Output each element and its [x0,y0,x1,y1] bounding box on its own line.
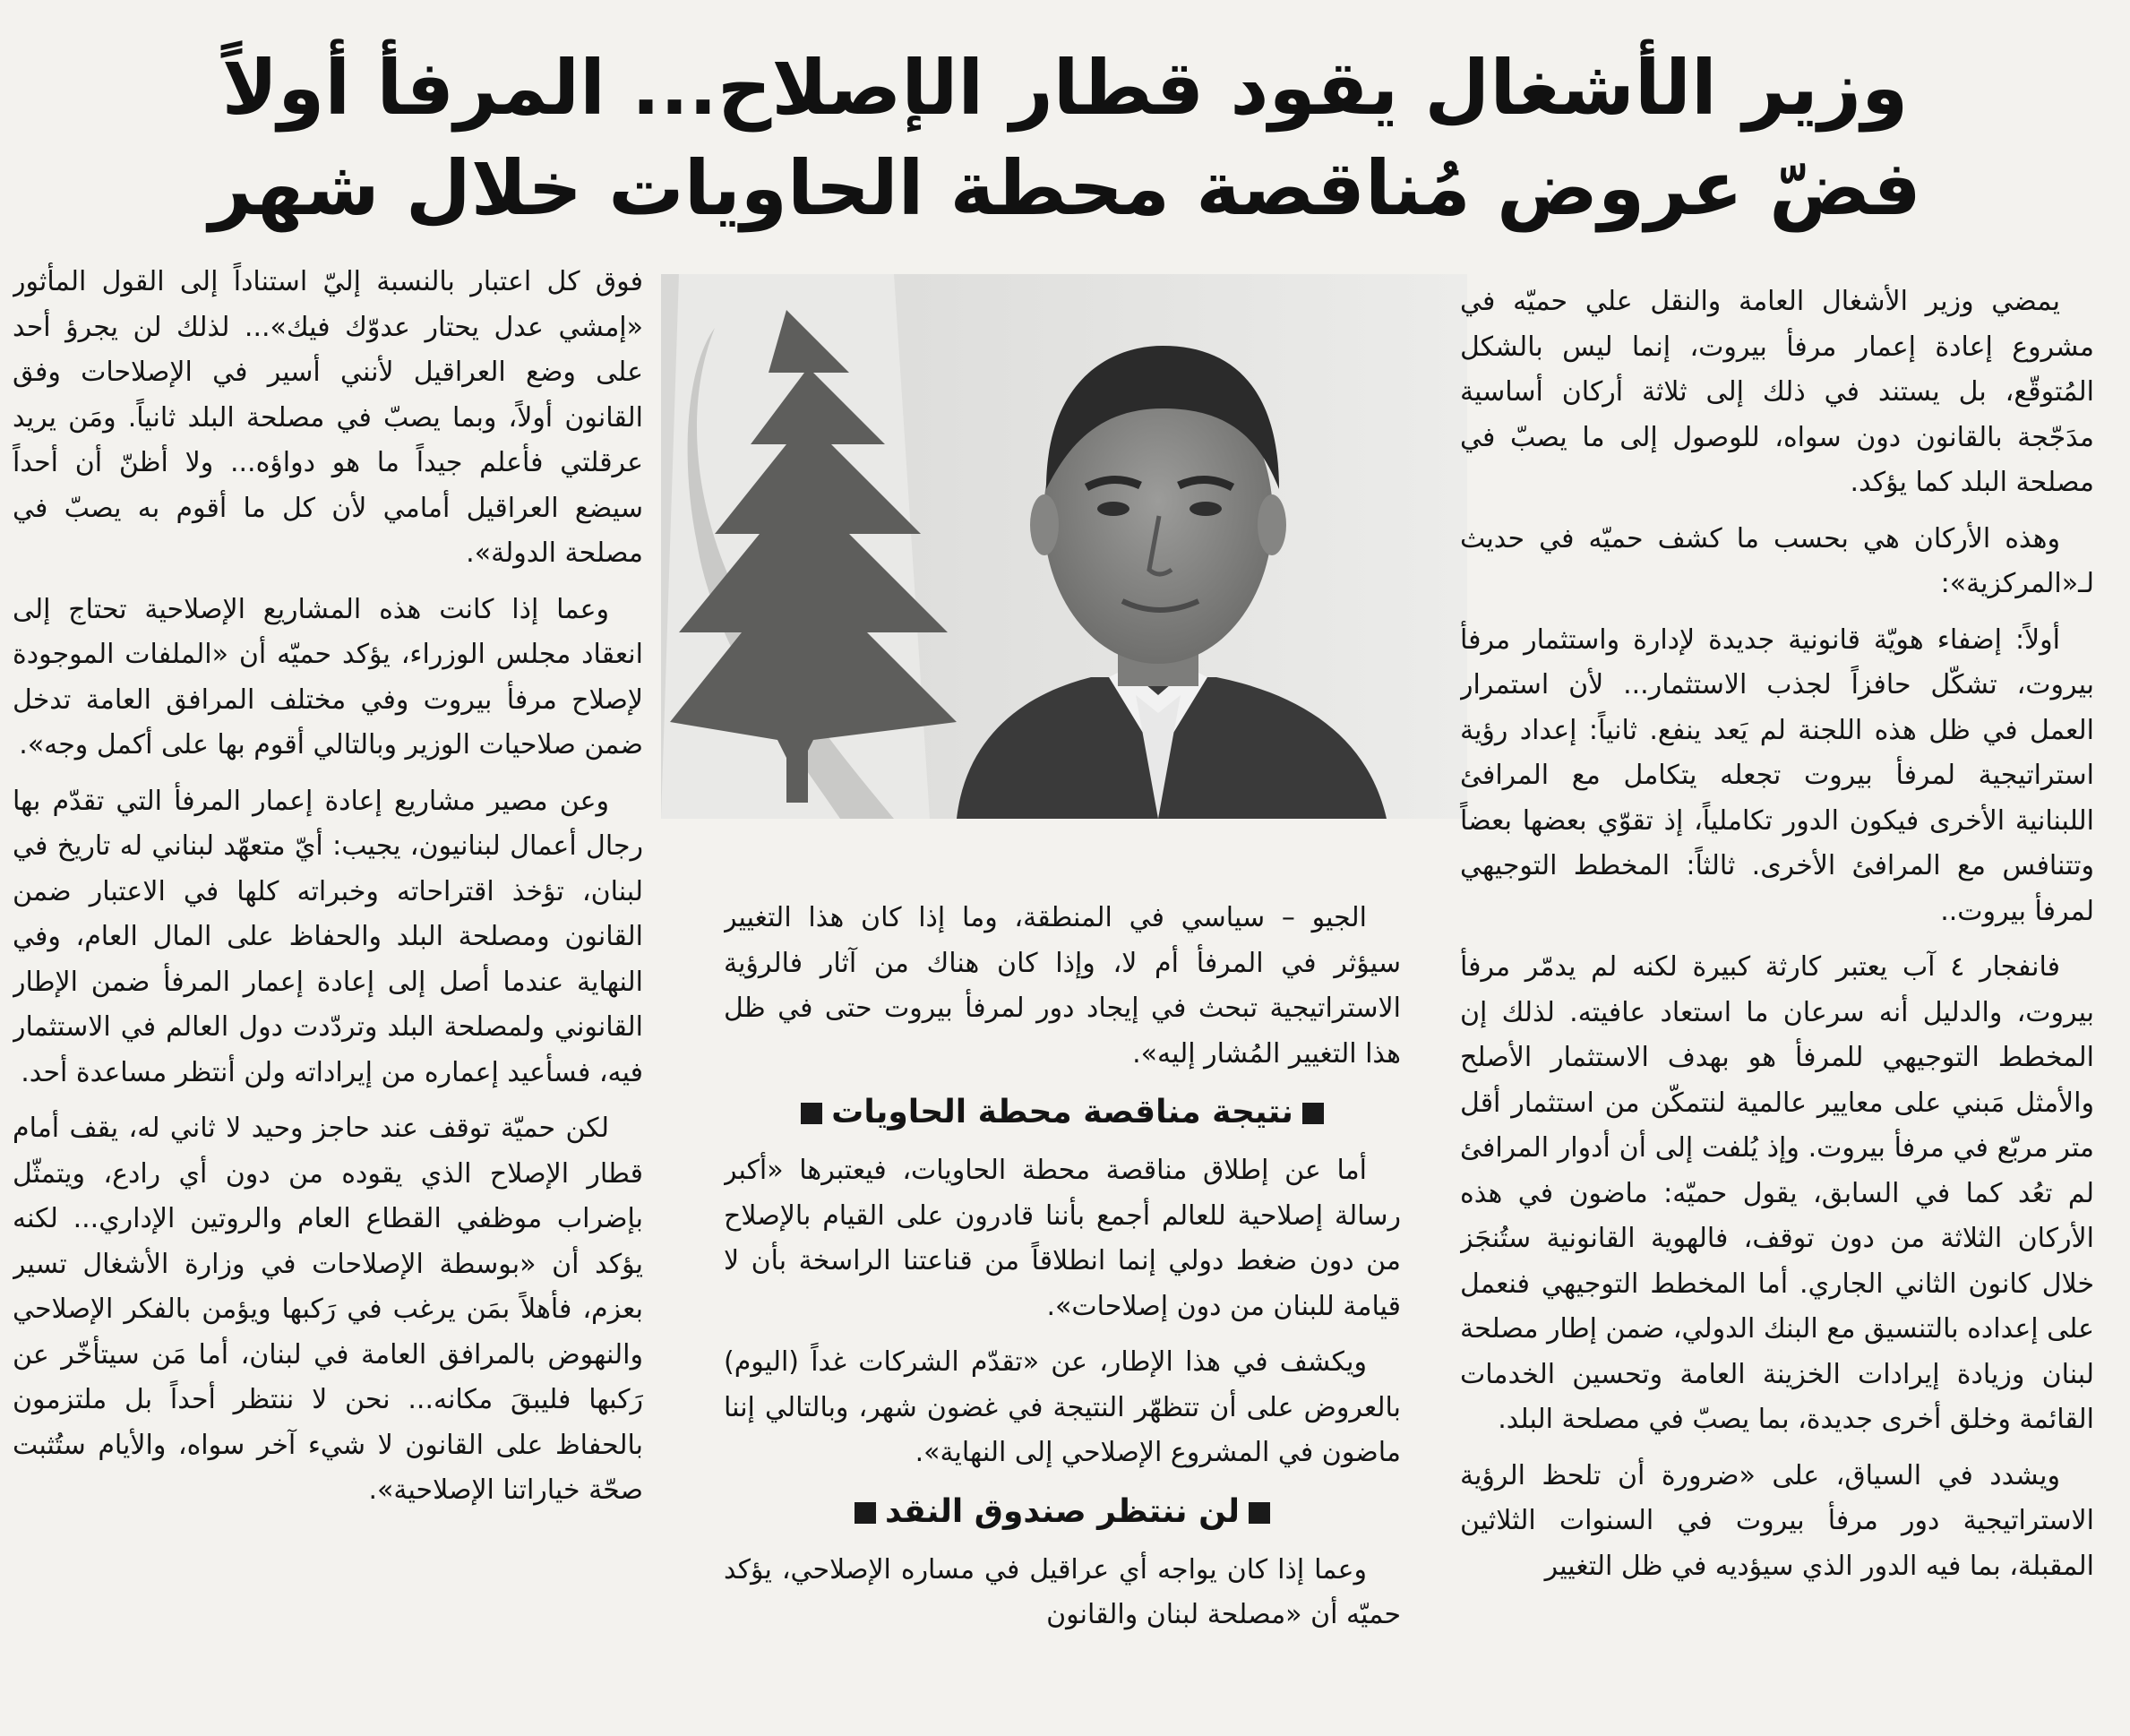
subheading-text: لن ننتظر صندوق النقد [885,1492,1240,1530]
minister-portrait-image [661,274,1467,819]
article-column-left [13,260,643,1729]
square-bullet-icon [1249,1502,1270,1524]
paragraph: لكن حميّة توقف عند حاجز وحيد لا ثاني له، يقف أمام قطار الإصلاح الذي يقوده من دون أي رادع، ويتمثّل بإضراب موظفي القطاع العام والروتين الإداري... لكنه يؤكد أن «بوسطة الإصلاحات في وزارة الأشغال تسير بعزم، فأهلاً بمَن يرغب في رَكبها ويؤمن بالفكر الإصلاحي والنهوض بالمرافق العامة في لبنان، أما مَن سيتأخّر عن رَكبها فليبقَ مكانه... نحن لا ننتظر أحداً بل ملتزمون بالحفاظ على القانون لا شيء آخر سواه، والأيام ستُثبت صحّة خياراتنا الإصلاحية». [13,1113,643,1506]
paragraph: وهذه الأركان هي بحسب ما كشف حميّه في حديث لـ«المركزية»: [1460,522,2094,599]
article-column-middle [724,896,1401,1729]
subheading [724,1087,1401,1138]
headline-line-1: وزير الأشغال يقود قطار الإصلاح... المرفأ أولاً [221,44,1909,132]
article-photo [661,274,1467,819]
paragraph: يمضي وزير الأشغال العامة والنقل علي حميّه في مشروع إعادة إعمار مرفأ بيروت، إنما ليس بالشكل المُتوقّع، بل يستند في ذلك إلى ثلاثة أركان أساسية مدَجّجة بالقانون دون سواه، للوصول إلى ما يصبّ في مصلحة البلد كما يؤكد. [1460,286,2094,498]
paragraph: وعما إذا كان يواجه أي عراقيل في مساره الإصلاحي، يؤكد حميّه أن «مصلحة لبنان والقانون [724,1553,1401,1630]
article-column-right [1460,279,2094,1731]
paragraph: فانفجار ٤ آب يعتبر كارثة كبيرة لكنه لم يدمّر مرفأ بيروت، والدليل أنه سرعان ما استعاد عافيته. لذلك إن المخطط التوجيهي للمرفأ هو بهدف الاستثمار الأصلح والأمثل مَبني على معايير عالمية لنتمكّن من استثمار أقل متر مربّع في مرفأ بيروت. وإذ يُلفت إلى أن أدوار المرافئ لم تعُد كما في السابق، يقول حميّه: ماضون في هذه الأركان الثلاثة من دون توقف، فالهوية القانونية ستُنجَز خلال كانون الثاني الجاري. أما المخطط التوجيهي فنعمل على إعداده بالتنسيق مع البنك الدولي، ضمن إطار مصلحة لبنان وزيادة إيرادات الخزينة العامة وتحسين الخدمات القائمة وخلق أخرى جديدة، بما يصبّ في مصلحة البلد. [1460,951,2094,1435]
paragraph: وعن مصير مشاريع إعادة إعمار المرفأ التي تقدّم بها رجال أعمال لبنانيون، يجيب: أيّ متعهّد لبناني له تاريخ في لبنان، تؤخذ اقتراحاته وخبراته كلها في الاعتبار ضمن القانون ومصلحة البلد والحفاظ على المال العام، وفي النهاية عندما أصل إلى إعادة إعمار المرفأ ضمن الإطار القانوني ولمصلحة البلد وتردّدت دول العالم في الاستثمار فيه، فسأعيد إعماره من إيراداته ولن أنتظر مساعدة أحد. [13,785,643,1088]
paragraph: ويكشف في هذا الإطار، عن «تقدّم الشركات غداً (اليوم) بالعروض على أن تتظهّر النتيجة في غضون شهر، وبالتالي إننا ماضون في المشروع الإصلاحي إلى النهاية». [724,1346,1401,1468]
paragraph: وعما إذا كانت هذه المشاريع الإصلاحية تحتاج إلى انعقاد مجلس الوزراء، يؤكد حميّه أن «الملفات الموجودة لإصلاح مرفأ بيروت وفي مختلف المرافق العامة تدخل ضمن صلاحيات الوزير وبالتالي أقوم بها على أكمل وجه». [13,593,643,761]
paragraph: أما عن إطلاق مناقصة محطة الحاويات، فيعتبرها «أكبر رسالة إصلاحية للعالم أجمع بأننا قادرون على القيام بالإصلاح من دون ضغط دولي إنما انطلاقاً من قناعتنا الراسخة بأن لا قيامة للبنان من دون إصلاحات». [724,1155,1401,1322]
square-bullet-icon [801,1103,822,1124]
headline-line-2: فضّ عروض مُناقصة محطة الحاويات خلال شهر [209,144,1921,232]
square-bullet-icon [855,1502,876,1524]
paragraph: الجيو – سياسي في المنطقة، وما إذا كان هذا التغيير سيؤثر في المرفأ أم لا، وإذا كان هناك من آثار فالرؤية الاستراتيجية تبحث في إيجاد دور لمرفأ بيروت حتى في ظل هذا التغيير المُشار إليه». [724,902,1401,1070]
subheading-text: نتيجة مناقصة محطة الحاويات [831,1094,1293,1130]
square-bullet-icon [1302,1103,1324,1124]
subheading [724,1487,1401,1537]
paragraph: ويشدد في السياق، على «ضرورة أن تلحظ الرؤية الاستراتيجية دور مرفأ بيروت في السنوات الثلاثين المقبلة، بما فيه الدور الذي سيؤديه في ظل التغيير [1460,1459,2094,1582]
paragraph: أولاً: إضفاء هويّة قانونية جديدة لإدارة واستثمار مرفأ بيروت، تشكّل حافزاً لجذب الاستثمار... لأن استمرار العمل في ظل هذه اللجنة لم يَعد ينفع. ثانياً: إعداد رؤية استراتيجية لمرفأ بيروت تجعله يتكامل مع المرافئ اللبنانية الأخرى فيكون الدور تكاملياً، إذ تقوّي بعضها بعضاً وتتنافس مع المرافئ الأخرى. ثالثاً: المخطط التوجيهي لمرفأ بيروت.. [1460,623,2094,927]
paragraph: فوق كل اعتبار بالنسبة إليّ استناداً إلى القول المأثور «إمشي عدل يحتار عدوّك فيك»... لذلك لن يجرؤ أحد على وضع العراقيل لأنني أسير في الإصلاحات وفق القانون أولاً، وبما يصبّ في مصلحة البلد ثانياً. ومَن يريد عرقلتي فأعلم جيداً ما هو دواؤه... ولا أظنّ أن أحداً سيضع العراقيل أمامي لأن كل ما أقوم به يصبّ في مصلحة الدولة». [13,266,643,569]
